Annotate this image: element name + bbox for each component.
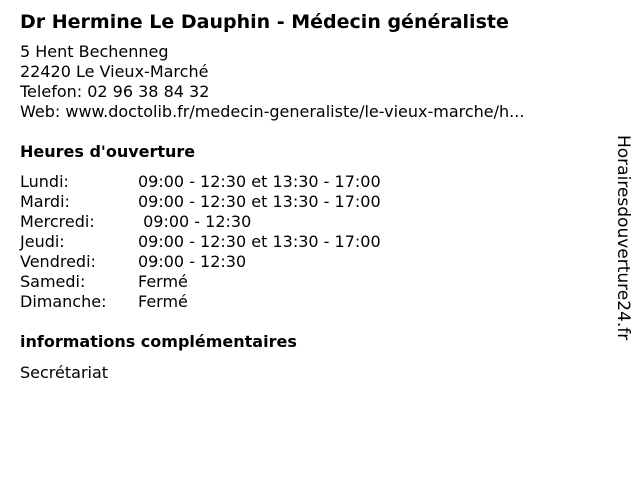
hours-row-friday [20,252,600,272]
address-city: 22420 Le Vieux-Marché [20,62,209,81]
time-value: 09:00 - 12:30 et 13:30 - 17:00 [138,232,381,251]
day-label: Samedi: [20,272,86,291]
hours-row-wednesday [20,212,600,232]
time-value: 09:00 - 12:30 et 13:30 - 17:00 [138,192,381,211]
day-label: Jeudi: [20,232,65,251]
page-title: Dr Hermine Le Dauphin - Médecin généraliste [20,11,509,33]
additional-info-heading: informations complémentaires [20,332,297,351]
site-watermark: Horairesdouverture24.fr [613,135,633,341]
opening-hours-table [20,172,600,312]
day-label: Lundi: [20,172,69,191]
opening-hours-heading: Heures d'ouverture [20,142,196,161]
time-value: 09:00 - 12:30 [138,212,252,231]
address-street: 5 Hent Bechenneg [20,42,169,61]
phone-number: Telefon: 02 96 38 84 32 [20,82,210,101]
hours-row-tuesday [20,192,600,212]
hours-row-saturday [20,272,600,292]
business-card [20,10,600,383]
additional-info-text: Secrétariat [20,363,109,382]
day-label: Mardi: [20,192,70,211]
time-value: 09:00 - 12:30 et 13:30 - 17:00 [138,172,381,191]
day-label: Vendredi: [20,252,96,271]
hours-row-thursday [20,232,600,252]
time-value: Fermé [138,292,188,311]
website-link[interactable]: Web: www.doctolib.fr/medecin-generaliste/le-vieux-marche/h... [20,102,525,121]
day-label: Mercredi: [20,212,95,231]
hours-row-monday [20,172,600,192]
time-value: Fermé [138,272,188,291]
time-value: 09:00 - 12:30 [138,252,247,271]
hours-row-sunday [20,292,600,312]
day-label: Dimanche: [20,292,107,311]
